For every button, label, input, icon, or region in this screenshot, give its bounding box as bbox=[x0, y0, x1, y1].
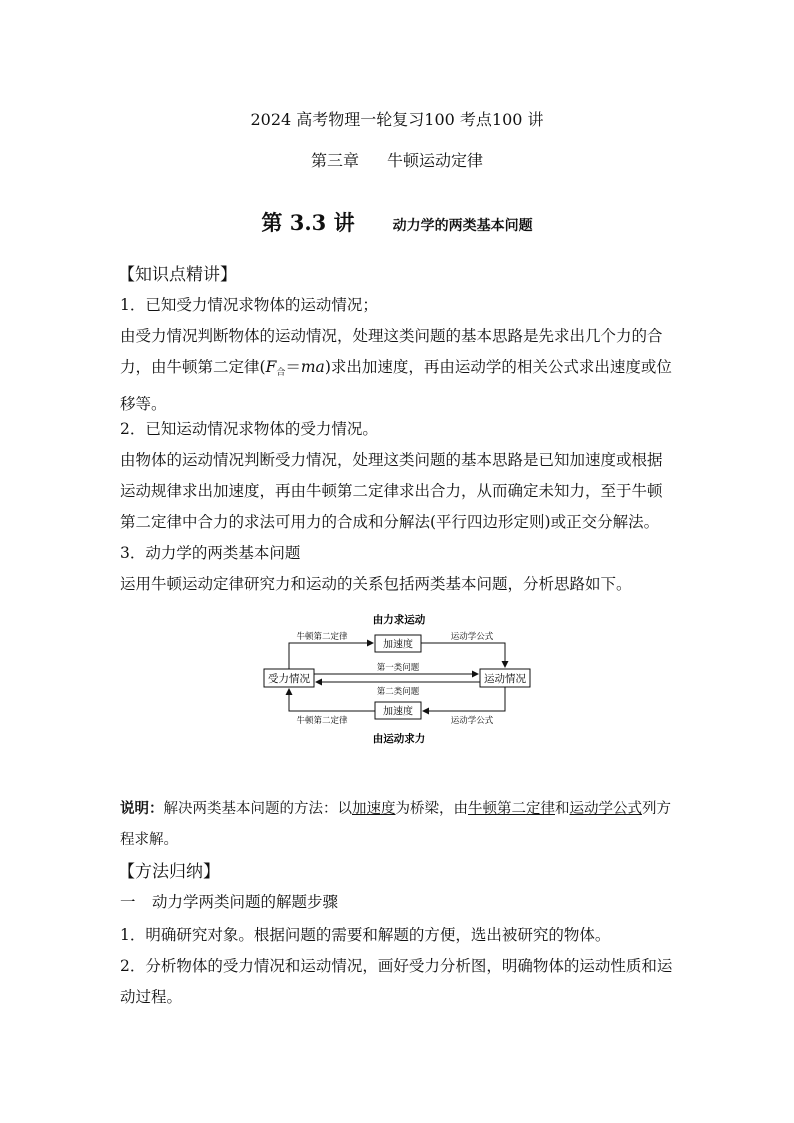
document-title: 2024 高考物理一轮复习100 考点100 讲 bbox=[250, 110, 544, 129]
note-text-2: 为桥梁，由 bbox=[395, 801, 468, 817]
note-text-3: 和 bbox=[555, 801, 570, 817]
point-1-body bbox=[120, 321, 676, 420]
acceleration-label-top: 加速度 bbox=[383, 639, 413, 651]
knowledge-point-1 bbox=[120, 290, 676, 420]
arrow-motion-to-acceleration bbox=[423, 687, 505, 711]
knowledge-heading: 【知识点精讲】 bbox=[118, 265, 237, 285]
arrow-force-to-acceleration bbox=[289, 643, 373, 669]
knowledge-point-2 bbox=[120, 414, 676, 538]
point-1-text-a: 由受力情况判断物体的运动情况，处理这类问题的基本思路是先求出几个力的合力，由牛顿第二定律( bbox=[120, 327, 663, 376]
diagram-bottom-title: 由运动求力 bbox=[372, 733, 426, 745]
point-1-heading: 1．已知受力情况求物体的运动情况； bbox=[120, 296, 378, 314]
bottom-right-arrow-label: 运动学公式 bbox=[450, 716, 494, 726]
method-section-heading bbox=[120, 890, 338, 912]
method-note bbox=[120, 794, 676, 856]
note-label: 说明： bbox=[120, 801, 164, 817]
force-situation-label: 受力情况 bbox=[268, 673, 310, 685]
lecture-number: 第 3.3 讲 bbox=[261, 210, 355, 235]
motion-situation-label: 运动情况 bbox=[484, 673, 526, 685]
chapter-name: 牛顿运动定律 bbox=[387, 151, 484, 170]
point-1-text-b: )求出加速度，再由运动学的相关公式求出速度或位移等。 bbox=[120, 358, 672, 413]
dynamics-flow-diagram bbox=[262, 608, 536, 750]
point-3-heading: 3．动力学的两类基本问题 bbox=[120, 544, 301, 562]
method-section-title: 动力学两类问题的解题步骤 bbox=[152, 893, 339, 911]
force-symbol: F bbox=[265, 358, 277, 376]
lecture-title: 动力学的两类基本问题 bbox=[392, 218, 533, 234]
note-acceleration: 加速度 bbox=[352, 801, 396, 817]
point-3-body: 运用牛顿运动定律研究力和运动的关系包括两类基本问题，分析思路如下。 bbox=[120, 575, 632, 593]
method-section-number: 一 bbox=[120, 893, 136, 911]
bottom-left-arrow-label: 牛顿第二定律 bbox=[296, 716, 348, 726]
point-2-body: 由物体的运动情况判断受力情况，处理这类问题的基本思路是已知加速度或根据运动规律求出加速度，再由牛顿第二定律求出合力，从而确定未知力，至于牛顿第二定律中合力的求法可用力的合成和分解法(平行四边形定则)或正交分解法。 bbox=[120, 451, 663, 531]
note-newton-second-law: 牛顿第二定律 bbox=[468, 801, 555, 817]
acceleration-label-bottom: 加速度 bbox=[383, 706, 413, 718]
note-text-4: 列方程求解。 bbox=[120, 801, 671, 848]
point-2-heading: 2．已知运动情况求物体的受力情况。 bbox=[120, 420, 378, 438]
chapter-heading bbox=[0, 148, 794, 171]
arrow-acceleration-to-force bbox=[289, 689, 375, 711]
method-step-2: 2．分析物体的受力情况和运动情况，画好受力分析图，明确物体的运动性质和运动过程。 bbox=[120, 957, 673, 1006]
first-type-label: 第一类问题 bbox=[376, 663, 420, 673]
note-text-1: 解决两类基本问题的方法：以 bbox=[163, 801, 352, 817]
top-left-arrow-label: 牛顿第二定律 bbox=[296, 632, 348, 642]
arrow-acceleration-to-motion bbox=[421, 643, 505, 667]
knowledge-point-3 bbox=[120, 538, 676, 600]
ma-symbol: ma bbox=[300, 358, 325, 376]
note-kinematics-formula: 运动学公式 bbox=[569, 801, 642, 817]
method-heading: 【方法归纳】 bbox=[118, 862, 220, 882]
equals-sign: ＝ bbox=[285, 358, 301, 376]
force-subscript: 合 bbox=[276, 368, 286, 378]
second-type-label: 第二类问题 bbox=[376, 687, 420, 697]
top-right-arrow-label: 运动学公式 bbox=[450, 632, 494, 642]
diagram-top-title: 由力求运动 bbox=[372, 614, 426, 626]
chapter-number: 第三章 bbox=[310, 151, 359, 170]
lecture-heading bbox=[0, 207, 794, 237]
method-step-1: 1．明确研究对象。根据问题的需要和解题的方便，选出被研究的物体。 bbox=[120, 926, 611, 944]
